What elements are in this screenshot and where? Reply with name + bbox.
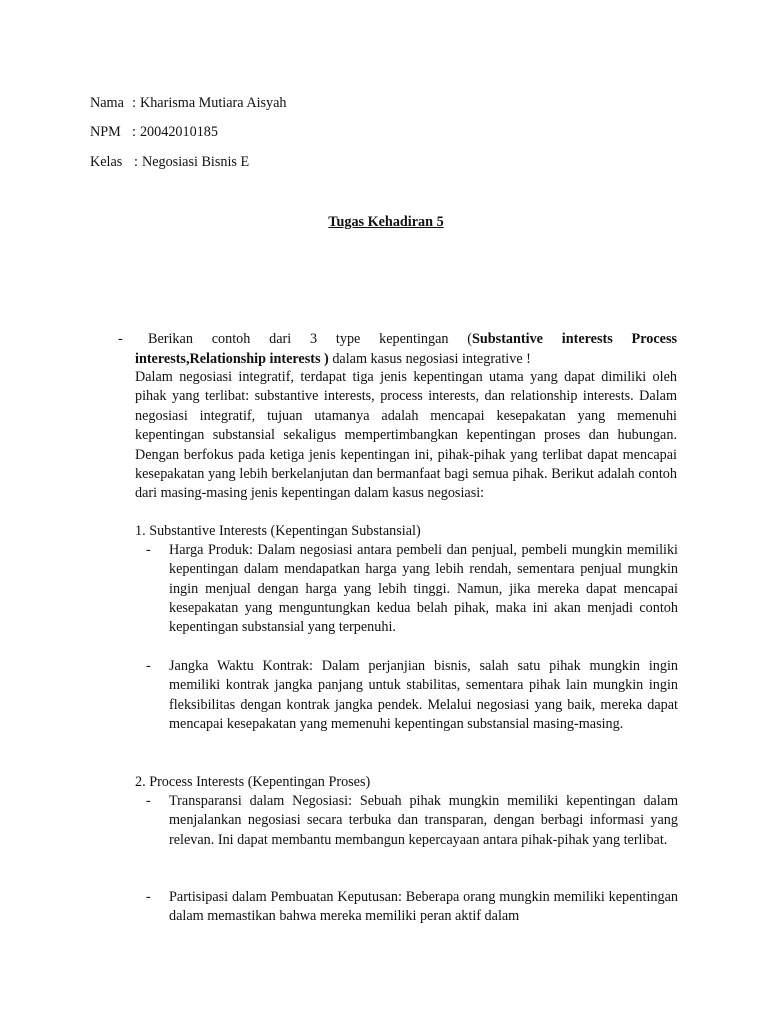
npm-separator: :: [132, 124, 136, 140]
question-tail: dalam kasus negosiasi integrative !: [328, 350, 531, 367]
list-item-text: Jangka Waktu Kontrak: Dalam perjanjian bisnis, salah satu pihak mungkin ingin memiliki kontrak jangka panjang untuk stabilitas, sementara pihak lain mungkin ingin fleksibilitas dengan kontrak jangka pendek. Melalui negosiasi yang baik, mereka dapat mencapai kesepakatan yang memenuhi kepentingan substansial masing-masing.: [169, 658, 678, 732]
name-value: Kharisma Mutiara Aisyah: [139, 95, 287, 111]
kelas-value: Negosiasi Bisnis E: [141, 154, 250, 170]
question-text: [135, 330, 677, 369]
question-bold-terms: Substantive interests Process interests,Relationship interests ): [135, 331, 677, 367]
section-heading-substantive: 1. Substantive Interests (Kepentingan Substansial): [135, 523, 421, 539]
list-item-text: Harga Produk: Dalam negosiasi antara pembeli dan penjual, pembeli mungkin memiliki kepentingan dalam mendapatkan harga yang lebih rendah, sementara penjual mungkin ingin menjual dengan harga yang lebih tinggi. Namun, jika mereka dapat mencapai kesepakatan yang menguntungkan kedua belah pihak, maka ini akan menjadi contoh kepentingan substansial yang terpenuhi.: [169, 542, 678, 636]
kelas-row: [90, 153, 249, 171]
npm-value: 20042010185: [139, 124, 218, 140]
list-bullet: -: [146, 889, 151, 905]
question-bullet: -: [118, 331, 123, 347]
kelas-label: Kelas: [90, 154, 123, 170]
list-bullet: -: [146, 542, 151, 558]
page-title: Tugas Kehadiran 5: [328, 214, 444, 230]
list-bullet: -: [146, 793, 151, 809]
question-lead: Berikan contoh dari 3 type kepentingan (: [148, 331, 473, 347]
npm-label: NPM: [90, 124, 121, 140]
name-label: Nama: [90, 95, 124, 111]
list-item-text: Partisipasi dalam Pembuatan Keputusan: Beberapa orang mungkin memiliki kepentingan dalam memastikan bahwa mereka memiliki peran aktif dalam: [169, 889, 678, 925]
kelas-separator: :: [134, 154, 138, 170]
npm-row: [90, 123, 218, 141]
list-item-text: Transparansi dalam Negosiasi: Sebuah pihak mungkin memiliki kepentingan dalam menjalankan negosiasi secara terbuka dan transparan, dengan berbagi informasi yang relevan. Ini dapat membantu membangun kepercayaan antara pihak-pihak yang terlibat.: [169, 793, 678, 848]
intro-paragraph: Dalam negosiasi integratif, terdapat tiga jenis kepentingan utama yang dapat dimiliki oleh pihak yang terlibat: substantive interests, process interests, dan relationship interests. Dalam negosiasi integratif, tujuan utamanya adalah mencapai kesepakatan yang memenuhi kepentingan substansial sekaligus mempertimbangkan kepentingan proses dan hubungan. Dengan berfokus pada ketiga jenis kepentingan ini, pihak-pihak yang terlibat dapat mencapai kesepakatan yang lebih berkelanjutan dan bermanfaat bagi semua pihak. Berikut adalah contoh dari masing-masing jenis kepentingan dalam kasus negosiasi:: [135, 369, 677, 502]
name-row: [90, 94, 287, 112]
list-bullet: -: [146, 658, 151, 674]
section-heading-process: 2. Process Interests (Kepentingan Proses): [135, 774, 371, 790]
name-separator: :: [132, 95, 136, 111]
